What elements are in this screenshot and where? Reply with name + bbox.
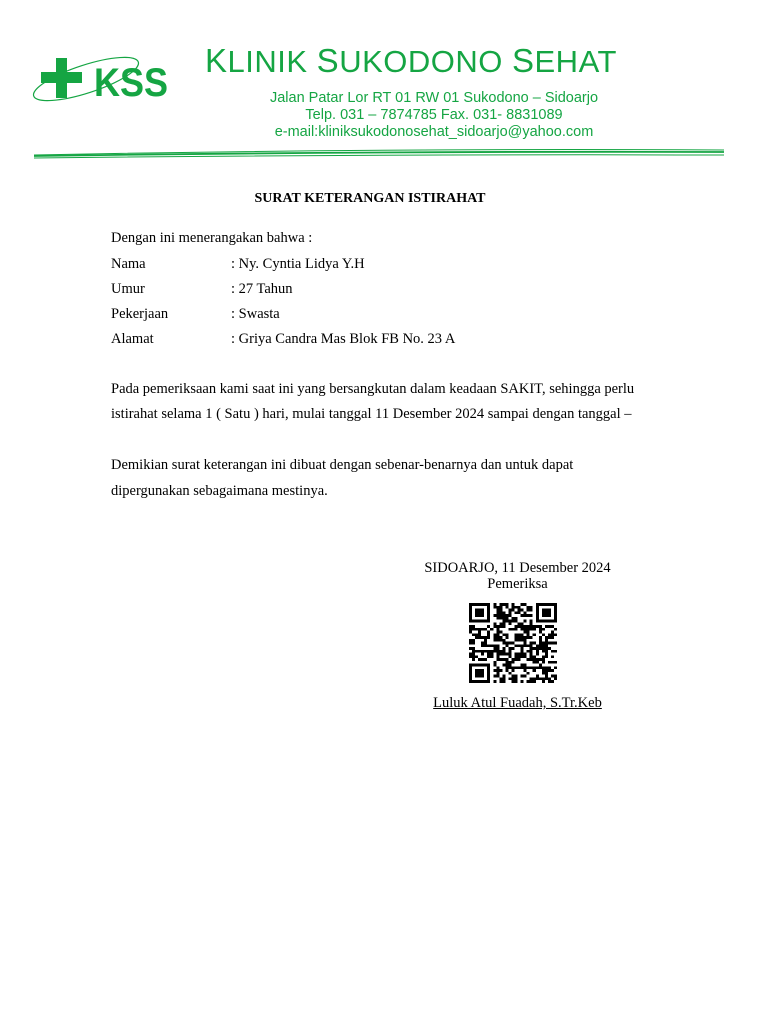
logo-text: KSS <box>94 61 168 104</box>
field-label: Pekerjaan <box>111 306 169 322</box>
field-alamat <box>111 331 455 348</box>
intro-text: Dengan ini menerangakan bahwa : <box>111 230 313 246</box>
signature-place-date: SIDOARJO, 11 Desember 2024 <box>424 560 611 576</box>
paragraph-line: dipergunakan sebagaimana mestinya. <box>111 483 328 499</box>
signature-block <box>380 560 655 593</box>
clinic-phone-fax: Telp. 031 – 7874785 Fax. 031- 8831089 <box>305 107 563 123</box>
paragraph-line: Demikian surat keterangan ini dibuat dengan sebenar-benarnya dan untuk dapat <box>111 457 574 473</box>
clinic-email: e-mail:kliniksukodonosehat_sidoarjo@yahoo.com <box>274 124 594 140</box>
field-label: Nama <box>111 256 146 272</box>
clinic-logo <box>30 52 172 104</box>
field-value: : Ny. Cyntia Lidya Y.H <box>231 256 365 272</box>
clinic-address: Jalan Patar Lor RT 01 RW 01 Sukodono – Sidoarjo <box>269 90 599 106</box>
header-divider <box>34 146 724 160</box>
paragraph-line: istirahat selama 1 ( Satu ) hari, mulai tanggal 11 Desember 2024 sampai dengan tanggal – <box>111 406 632 422</box>
field-pekerjaan <box>111 306 280 323</box>
field-value: : Griya Candra Mas Blok FB No. 23 A <box>231 331 456 347</box>
qr-code-icon <box>469 603 557 683</box>
signer-name: Luluk Atul Fuadah, S.Tr.Keb <box>433 695 602 711</box>
paragraph-line: Pada pemeriksaan kami saat ini yang bersangkutan dalam keadaan SAKIT, sehingga perlu <box>111 381 635 397</box>
document-title: SURAT KETERANGAN ISTIRAHAT <box>254 191 486 206</box>
field-value: : Swasta <box>231 306 280 322</box>
field-umur <box>111 281 293 298</box>
field-label: Alamat <box>111 331 154 347</box>
signature-role: Pemeriksa <box>487 576 548 592</box>
clinic-name: KLINIK SUKODONO SEHAT <box>205 42 617 79</box>
field-label: Umur <box>111 281 145 297</box>
field-value: : 27 Tahun <box>231 281 293 297</box>
field-nama <box>111 256 365 273</box>
